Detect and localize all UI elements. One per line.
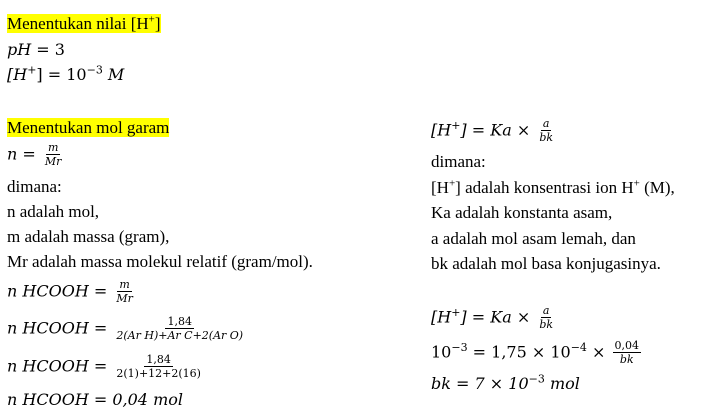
mol-formula: n = $\frac{m}{Mr}$ (7, 141, 62, 168)
buffer-formula-2: [H+] = Ka × $\frac{a}{bk}$ (431, 304, 554, 331)
definition-n: n adalah mol, (7, 202, 100, 221)
definition-a: a adalah mol asam lemah, dan (431, 229, 636, 248)
ph-equation: pH = 3 (7, 40, 65, 59)
buffer-formula: [H+] = Ka × $\frac{a}{bk}$ (431, 117, 554, 144)
dimana-label-right: dimana: (431, 152, 486, 171)
bk-result: bk = $7 \times 10^{-3}$ mol (431, 372, 580, 393)
heading-mol-garam: Menentukan mol garam (7, 118, 170, 137)
substitution-fraction: $\frac{0,04}{bk}$ (614, 339, 640, 366)
hcooh-fraction-2: $\frac{1,84}{\text{2(Ar H)+Ar C+2(Ar O)}}$ (116, 315, 244, 342)
hcooh-fraction-3: $\frac{1,84}{2(1)+12+2(16)}$ (116, 353, 201, 380)
mol-formula-fraction: $\frac{m}{Mr}$ (44, 141, 62, 168)
buffer-formula-2-fraction: $\frac{a}{bk}$ (539, 304, 554, 331)
definition-ka: Ka adalah konstanta asam, (431, 203, 613, 222)
heading-hydrogen-ion: Menentukan nilai [H+] (7, 13, 161, 33)
hcooh-fraction-1: $\frac{m}{Mr}$ (116, 278, 133, 305)
definition-h: [H+] adalah konsentrasi ion H+ (M), (431, 177, 675, 197)
hcooh-equation-3: n HCOOH = $\frac{1,84}{2(1)+12+2(16)}$ (7, 353, 201, 380)
hcooh-equation-2: n HCOOH = $\frac{1,84}{\text{2(Ar H)+Ar C+2(Ar O)}}$ (7, 315, 244, 342)
h-concentration-equation: $[H^+] = 10^{-3}$ M (7, 63, 125, 84)
hcooh-equation-1: n HCOOH = $\frac{m}{Mr}$ (7, 278, 133, 305)
hcooh-result: n HCOOH = 0,04 mol (7, 390, 183, 409)
definition-mr: Mr adalah massa molekul relatif (gram/mol). (7, 252, 313, 271)
buffer-formula-fraction: $\frac{a}{bk}$ (539, 117, 554, 144)
dimana-label-left: dimana: (7, 177, 62, 196)
substitution-equation: $10^{-3} = 1,75 \times 10^{-4}$ × $\frac{0,04}{bk}$ (431, 339, 640, 366)
definition-m: m adalah massa (gram), (7, 227, 170, 246)
definition-bk: bk adalah mol basa konjugasinya. (431, 254, 661, 273)
